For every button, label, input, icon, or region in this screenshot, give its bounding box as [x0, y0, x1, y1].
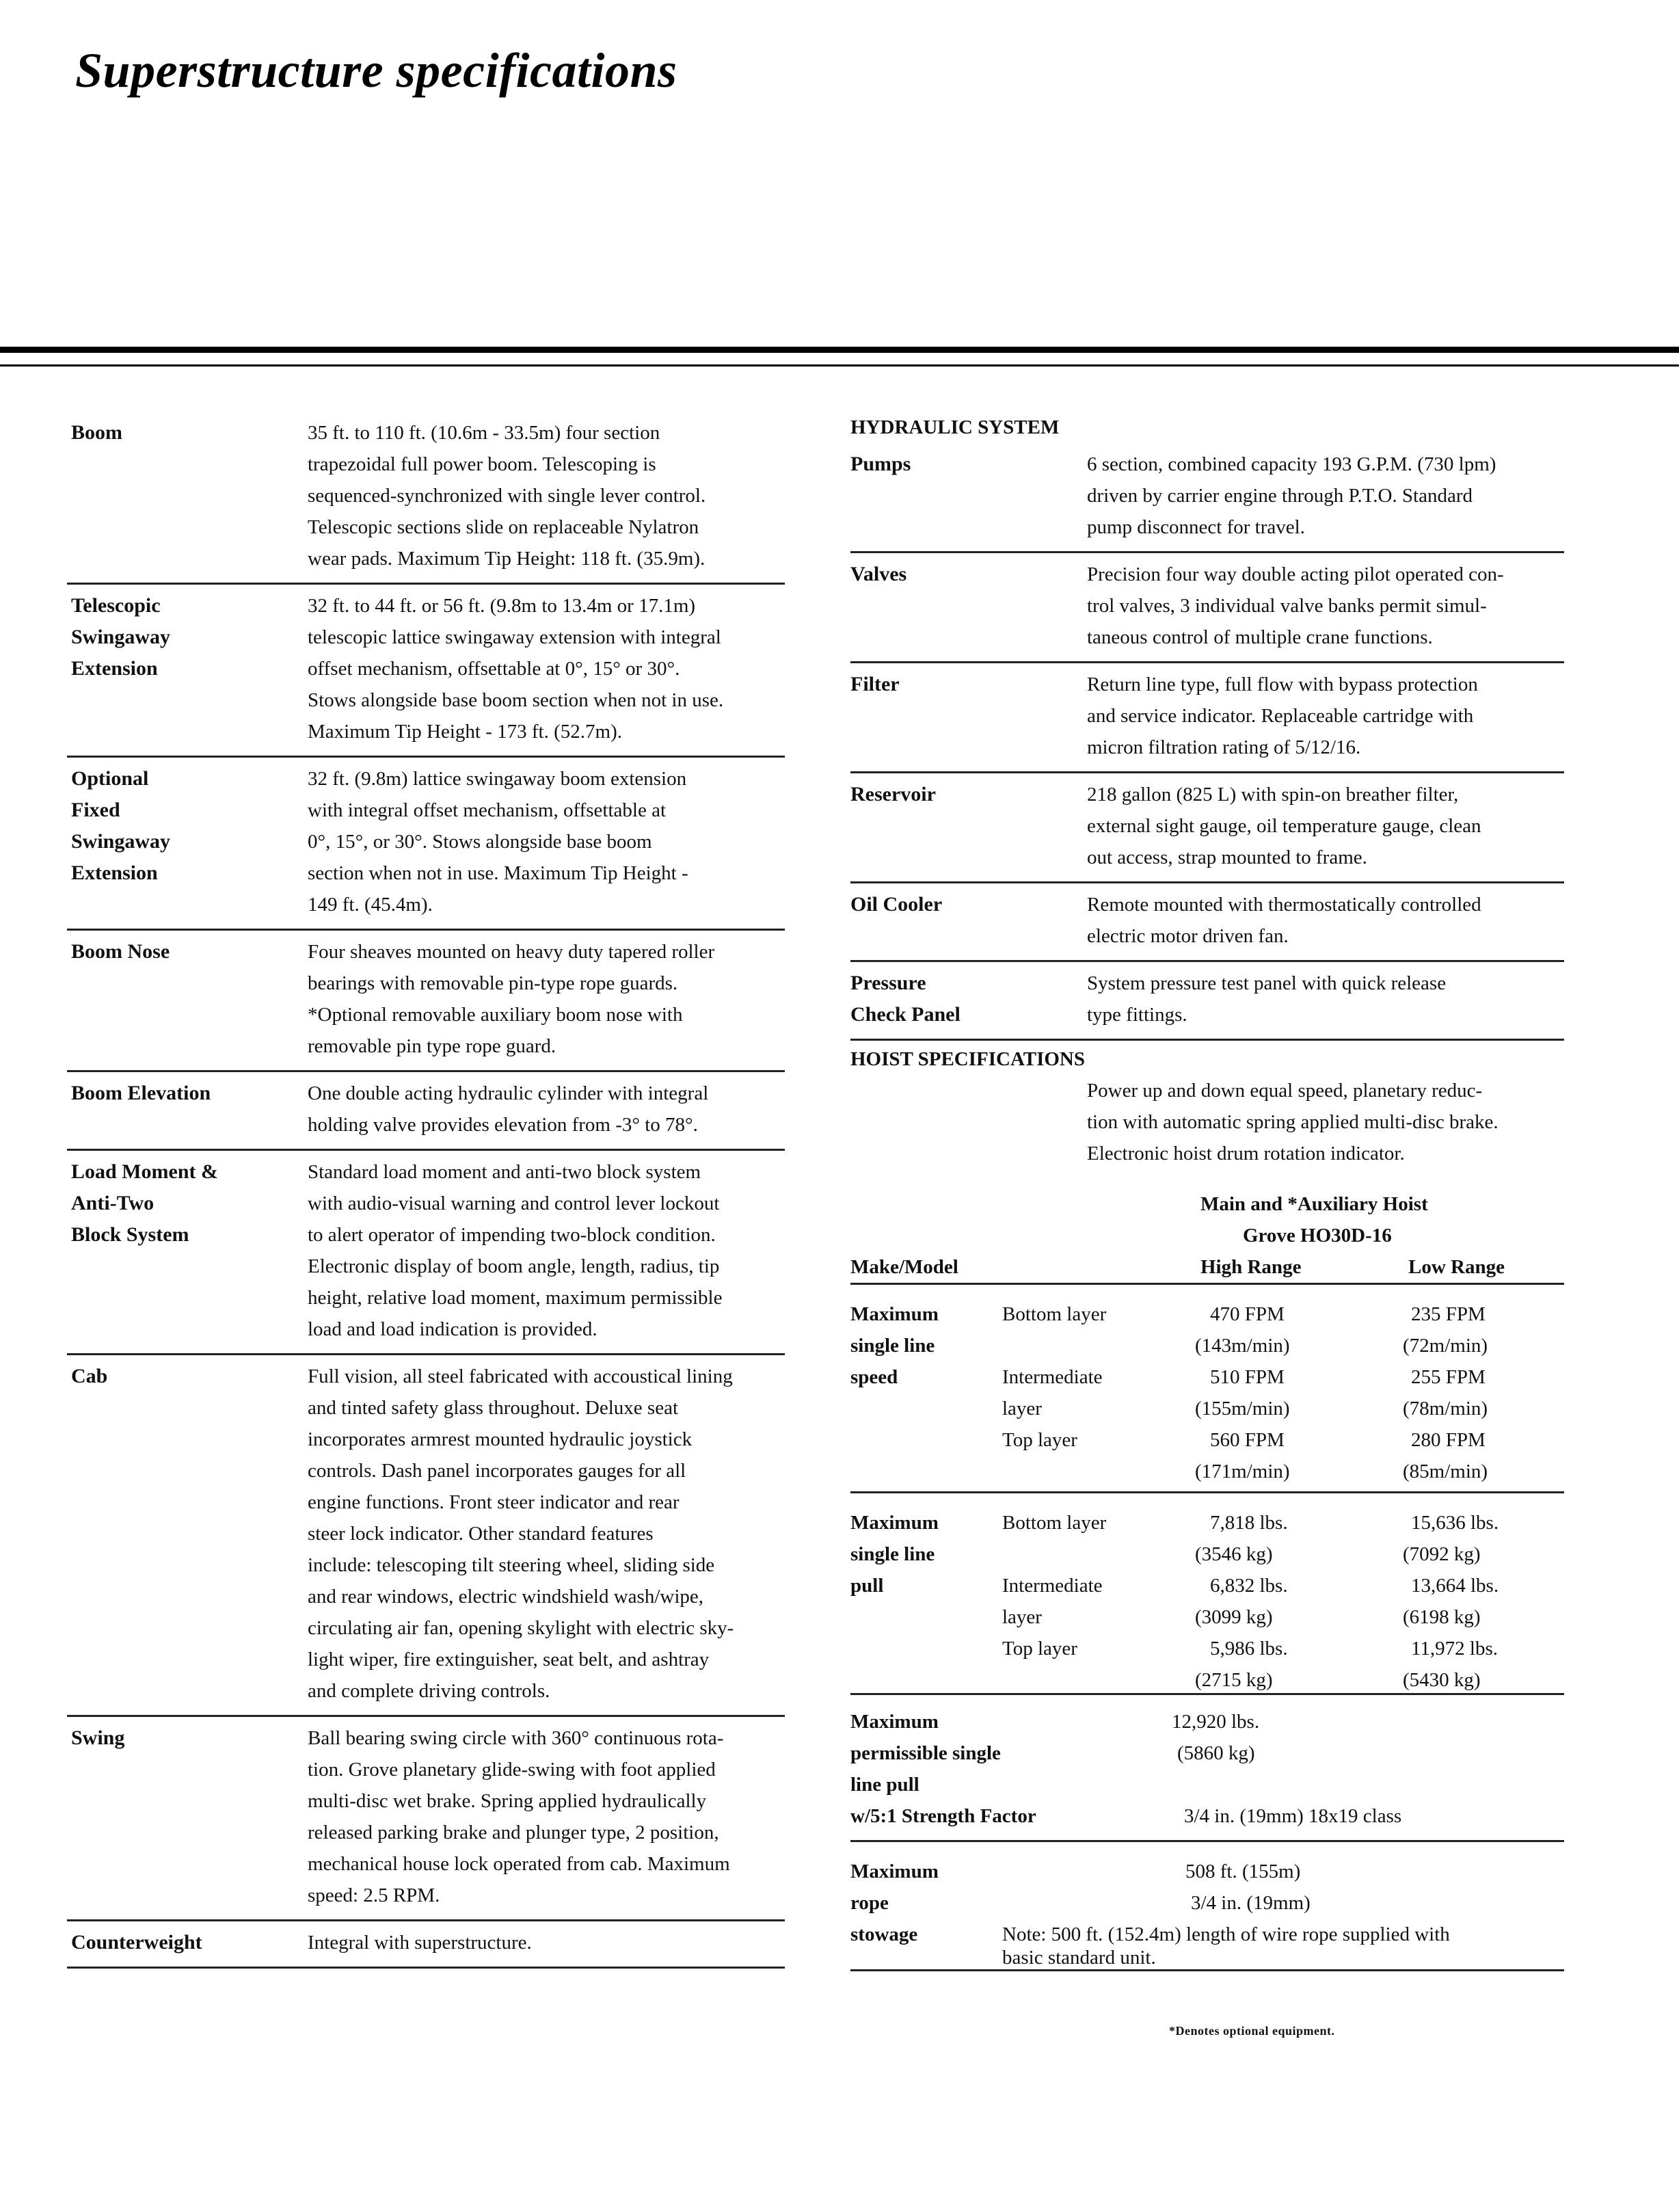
stowage-rope-diameter: 3/4 in. (19mm) [1191, 1892, 1311, 1914]
hydraulic-spec-label-line: Filter [850, 673, 900, 695]
line-pull-layer-label: Top layer [1002, 1638, 1077, 1660]
hydraulic-spec-description-line: pump disconnect for travel. [1087, 516, 1305, 538]
line-pull-high-range-value: (3546 kg) [1195, 1543, 1273, 1565]
hydraulic-spec-description-line: trol valves, 3 individual valve banks permit simul- [1087, 595, 1487, 617]
hydraulic-spec-label [850, 779, 1087, 873]
spec-label-line: Counterweight [71, 1931, 202, 1954]
line-speed-label: single line [850, 1335, 935, 1357]
spec-label [67, 1078, 308, 1141]
line-speed-high-range-value: 470 FPM [1210, 1303, 1285, 1325]
spec-label-line: Load Moment & [71, 1160, 218, 1183]
spec-label-line: Block System [71, 1223, 189, 1246]
permissible-label-2: permissible single [850, 1742, 1001, 1764]
hydraulic-spec-label-line: Valves [850, 563, 907, 585]
hydraulic-spec-label-line: Check Panel [850, 1003, 961, 1026]
hydraulic-spec-row [850, 773, 1564, 883]
line-speed-label: Maximum [850, 1303, 939, 1325]
max-line-pull-section [850, 1493, 1564, 1695]
spec-label [67, 763, 308, 920]
spec-description-line: to alert operator of impending two-block condition. [308, 1224, 716, 1246]
spec-row [67, 1072, 785, 1151]
hydraulic-spec-description-line: type fittings. [1087, 1004, 1187, 1026]
hydraulic-system-header: HYDRAULIC SYSTEM [850, 416, 1060, 438]
hydraulic-spec-description-line: Remote mounted with thermostatically controlled [1087, 894, 1481, 916]
hydraulic-spec-description [1087, 669, 1564, 763]
spec-label-line: Extension [71, 657, 158, 680]
stowage-label-3: stowage [850, 1923, 918, 1945]
hydraulic-spec-label-line: Reservoir [850, 783, 936, 805]
line-pull-low-range-value: (7092 kg) [1403, 1543, 1481, 1565]
line-speed-high-range-value: 560 FPM [1210, 1429, 1285, 1451]
spec-description-line: Maximum Tip Height - 173 ft. (52.7m). [308, 721, 622, 743]
header-rule-thin [0, 364, 1679, 367]
hydraulic-spec-label [850, 889, 1087, 952]
hydraulic-spec-description-line: 218 gallon (825 L) with spin-on breather filter, [1087, 784, 1459, 805]
line-pull-label: pull [850, 1575, 884, 1597]
spec-label-line: Optional [71, 767, 149, 790]
rope-spec: 3/4 in. (19mm) 18x19 class [1184, 1805, 1402, 1827]
permissible-label-4: w/5:1 Strength Factor [850, 1805, 1036, 1827]
spec-description-line: 149 ft. (45.4m). [308, 894, 433, 916]
line-speed-low-range-value: 235 FPM [1411, 1303, 1486, 1325]
spec-description-line: 32 ft. to 44 ft. or 56 ft. (9.8m to 13.4m or 17.1m) [308, 595, 696, 617]
permissible-pull-section [850, 1695, 1564, 1842]
spec-label-line: Cab [71, 1365, 108, 1387]
stowage-note-line2: basic standard unit. [1002, 1947, 1156, 1969]
spec-description-line: steer lock indicator. Other standard features [308, 1523, 654, 1545]
spec-description-line: incorporates armrest mounted hydraulic joystick [308, 1428, 693, 1450]
spec-description-line: height, relative load moment, maximum permissible [308, 1287, 723, 1309]
hydraulic-spec-description [1087, 449, 1564, 543]
hoist-table [850, 1188, 1564, 1971]
spec-label [67, 936, 308, 1062]
spec-description-line: wear pads. Maximum Tip Height: 118 ft. (35.9m). [308, 548, 706, 570]
hydraulic-spec-description-line: Precision four way double acting pilot operated con- [1087, 563, 1504, 585]
spec-label-line: Extension [71, 862, 158, 884]
line-speed-layer-label: Intermediate [1002, 1366, 1103, 1388]
spec-description-line: 32 ft. (9.8m) lattice swingaway boom extension [308, 768, 687, 790]
spec-description-line: circulating air fan, opening skylight with electric sky- [308, 1617, 734, 1639]
spec-description [308, 1078, 785, 1141]
spec-description [308, 1156, 785, 1345]
spec-description [308, 763, 785, 920]
spec-description-line: bearings with removable pin-type rope guards. [308, 972, 678, 994]
spec-description-line: Integral with superstructure. [308, 1932, 532, 1954]
right-spec-column [850, 412, 1564, 1971]
hoist-description [850, 1075, 1564, 1169]
spec-label [67, 1927, 308, 1958]
stowage-label-2: rope [850, 1892, 889, 1914]
spec-description-line: speed: 2.5 RPM. [308, 1884, 440, 1906]
line-pull-layer-label: layer [1002, 1606, 1042, 1628]
spec-description [308, 1722, 785, 1911]
rope-stowage-section [850, 1842, 1564, 1971]
spec-description-line: controls. Dash panel incorporates gauges for all [308, 1460, 686, 1482]
spec-description-line: and rear windows, electric windshield wash/wipe, [308, 1586, 704, 1608]
line-speed-low-range-value: 280 FPM [1411, 1429, 1486, 1451]
hoist-description-line: tion with automatic spring applied multi-disc brake. [1087, 1111, 1499, 1133]
spec-label-line: Fixed [71, 799, 120, 821]
spec-description-line: and tinted safety glass throughout. Deluxe seat [308, 1397, 679, 1419]
footnote: *Denotes optional equipment. [1169, 2024, 1335, 2038]
hoist-description-line: Power up and down equal speed, planetary reduc- [1087, 1080, 1483, 1102]
hydraulic-spec-description-line: System pressure test panel with quick release [1087, 972, 1447, 994]
permissible-pull-lbs: 12,920 lbs. [1172, 1711, 1260, 1733]
hydraulic-spec-label-line: Oil Cooler [850, 893, 943, 916]
hydraulic-spec-list [850, 443, 1564, 1041]
hydraulic-spec-label [850, 669, 1087, 763]
spec-description [308, 417, 785, 574]
spec-label-line: Boom Elevation [71, 1082, 211, 1104]
spec-label [67, 417, 308, 574]
stowage-note-line1: Note: 500 ft. (152.4m) length of wire rope supplied with [1002, 1923, 1450, 1945]
spec-description-line: Stows alongside base boom section when not in use. [308, 689, 724, 711]
hydraulic-spec-description-line: Return line type, full flow with bypass protection [1087, 674, 1478, 695]
spec-description-line: telescopic lattice swingaway extension with integral [308, 626, 721, 648]
spec-description-line: Ball bearing swing circle with 360° continuous rota- [308, 1727, 724, 1749]
spec-description-line: 35 ft. to 110 ft. (10.6m - 33.5m) four section [308, 422, 660, 444]
spec-description-line: sequenced-synchronized with single lever control. [308, 485, 706, 507]
hydraulic-spec-description-line: driven by carrier engine through P.T.O. Standard [1087, 485, 1473, 507]
hoist-section [850, 1041, 1564, 1971]
line-pull-low-range-value: (6198 kg) [1403, 1606, 1481, 1628]
spec-description-line: include: telescoping tilt steering wheel, sliding side [308, 1554, 715, 1576]
spec-description-line: multi-disc wet brake. Spring applied hydraulically [308, 1790, 707, 1812]
hydraulic-spec-row [850, 962, 1564, 1041]
line-pull-low-range-value: 13,664 lbs. [1411, 1575, 1499, 1597]
spec-description-line: Standard load moment and anti-two block system [308, 1161, 701, 1183]
line-pull-low-range-value: (5430 kg) [1403, 1669, 1481, 1691]
permissible-label-3: line pull [850, 1774, 919, 1796]
make-model-header: Make/Model [850, 1256, 958, 1278]
line-pull-layer-label: Bottom layer [1002, 1512, 1107, 1534]
hydraulic-spec-label [850, 449, 1087, 543]
spec-label-line: Swing [71, 1727, 125, 1749]
hydraulic-spec-description-line: 6 section, combined capacity 193 G.P.M. (730 lpm) [1087, 453, 1496, 475]
spec-label-line: Boom [71, 421, 122, 444]
line-pull-layer-label: Intermediate [1002, 1575, 1103, 1597]
spec-label-line: Anti-Two [71, 1192, 155, 1214]
hydraulic-spec-label [850, 968, 1087, 1030]
spec-row [67, 412, 785, 585]
spec-description-line: trapezoidal full power boom. Telescoping is [308, 453, 656, 475]
spec-description [308, 1361, 785, 1707]
spec-description-line: mechanical house lock operated from cab. Maximum [308, 1853, 730, 1875]
hydraulic-spec-description-line: and service indicator. Replaceable cartridge with [1087, 705, 1474, 727]
hoist-specifications-header: HOIST SPECIFICATIONS [850, 1048, 1086, 1070]
spec-label-line: Swingaway [71, 830, 171, 853]
line-speed-high-range-value: 510 FPM [1210, 1366, 1285, 1388]
line-pull-label: Maximum [850, 1512, 939, 1534]
spec-description-line: section when not in use. Maximum Tip Height - [308, 862, 688, 884]
line-speed-low-range-value: (85m/min) [1403, 1461, 1488, 1482]
hydraulic-spec-description [1087, 559, 1564, 653]
permissible-pull-kg: (5860 kg) [1177, 1742, 1255, 1764]
spec-label [67, 590, 308, 747]
permissible-label-1: Maximum [850, 1711, 939, 1733]
hydraulic-spec-description-line: out access, strap mounted to frame. [1087, 847, 1367, 868]
spec-description-line: One double acting hydraulic cylinder with integral [308, 1082, 709, 1104]
line-speed-low-range-value: (78m/min) [1403, 1398, 1488, 1420]
line-pull-high-range-value: 7,818 lbs. [1210, 1512, 1288, 1534]
line-pull-label: single line [850, 1543, 935, 1565]
spec-description-line: removable pin type rope guard. [308, 1035, 556, 1057]
left-spec-column [67, 412, 785, 1969]
spec-description-line: and complete driving controls. [308, 1680, 550, 1702]
hoist-table-header [850, 1188, 1564, 1285]
spec-description [308, 936, 785, 1062]
line-pull-high-range-value: 6,832 lbs. [1210, 1575, 1288, 1597]
spec-description [308, 590, 785, 747]
line-speed-low-range-value: 255 FPM [1411, 1366, 1486, 1388]
line-speed-layer-label: layer [1002, 1398, 1042, 1420]
stowage-length: 508 ft. (155m) [1185, 1861, 1301, 1882]
spec-description-line: Telescopic sections slide on replaceable Nylatron [308, 516, 699, 538]
stowage-label-1: Maximum [850, 1861, 939, 1882]
line-speed-label: speed [850, 1366, 898, 1388]
spec-description [308, 1927, 785, 1958]
line-speed-high-range-value: (143m/min) [1195, 1335, 1290, 1357]
line-pull-high-range-value: (3099 kg) [1195, 1606, 1273, 1628]
line-pull-low-range-value: 11,972 lbs. [1411, 1638, 1499, 1660]
spec-description-line: with integral offset mechanism, offsettable at [308, 799, 666, 821]
spec-description-line: light wiper, fire extinguisher, seat belt, and ashtray [308, 1649, 710, 1670]
spec-description-line: load and load indication is provided. [308, 1318, 597, 1340]
spec-row [67, 1355, 785, 1717]
spec-label-line: Telescopic [71, 594, 161, 617]
spec-description-line: offset mechanism, offsettable at 0°, 15° or 30°. [308, 658, 680, 680]
hydraulic-spec-description-line: micron filtration rating of 5/12/16. [1087, 736, 1361, 758]
hydraulic-spec-label-line: Pressure [850, 972, 926, 994]
spec-row [67, 1717, 785, 1921]
spec-row [67, 1151, 785, 1355]
line-speed-layer-label: Top layer [1002, 1429, 1077, 1451]
line-speed-layer-label: Bottom layer [1002, 1303, 1107, 1325]
max-line-speed-section [850, 1285, 1564, 1493]
spec-label [67, 1156, 308, 1345]
spec-description-line: Electronic display of boom angle, length, radius, tip [308, 1255, 720, 1277]
line-speed-high-range-value: (171m/min) [1195, 1461, 1290, 1482]
spec-row [67, 585, 785, 758]
hoist-title-line1: Main and *Auxiliary Hoist [1200, 1193, 1428, 1215]
hoist-description-line: Electronic hoist drum rotation indicator. [1087, 1143, 1405, 1164]
spec-description-line: released parking brake and plunger type, 2 position, [308, 1822, 719, 1843]
spec-description-line: Full vision, all steel fabricated with accoustical lining [308, 1365, 733, 1387]
spec-row [67, 758, 785, 931]
spec-row [67, 1921, 785, 1969]
spec-description-line: with audio-visual warning and control lever lockout [308, 1192, 720, 1214]
line-pull-low-range-value: 15,636 lbs. [1411, 1512, 1499, 1534]
hydraulic-spec-description [1087, 968, 1564, 1030]
hydraulic-spec-label-line: Pumps [850, 453, 911, 475]
spec-description-line: *Optional removable auxiliary boom nose with [308, 1004, 683, 1026]
spec-description-line: engine functions. Front steer indicator and rear [308, 1491, 680, 1513]
page-title: Superstructure specifications [75, 43, 677, 98]
spec-description-line: tion. Grove planetary glide-swing with foot applied [308, 1759, 716, 1781]
spec-description-line: holding valve provides elevation from -3° to 78°. [308, 1114, 698, 1136]
spec-label-line: Swingaway [71, 626, 171, 648]
hydraulic-spec-label [850, 559, 1087, 653]
hoist-title-line2: Grove HO30D-16 [1243, 1225, 1392, 1247]
spec-label-line: Boom Nose [71, 940, 170, 963]
hydraulic-spec-row [850, 553, 1564, 663]
line-speed-low-range-value: (72m/min) [1403, 1335, 1488, 1357]
hydraulic-spec-description-line: electric motor driven fan. [1087, 925, 1289, 947]
header-rule-thick [0, 347, 1679, 353]
hydraulic-spec-description [1087, 889, 1564, 952]
spec-label [67, 1361, 308, 1707]
high-range-header: High Range [1200, 1256, 1302, 1278]
hydraulic-spec-row [850, 883, 1564, 962]
hydraulic-spec-description-line: taneous control of multiple crane functions. [1087, 626, 1433, 648]
line-pull-high-range-value: (2715 kg) [1195, 1669, 1273, 1691]
hydraulic-spec-description [1087, 779, 1564, 873]
hydraulic-spec-row [850, 443, 1564, 553]
low-range-header: Low Range [1408, 1256, 1505, 1278]
spec-row [67, 931, 785, 1072]
spec-description-line: 0°, 15°, or 30°. Stows alongside base boom [308, 831, 652, 853]
hydraulic-spec-row [850, 663, 1564, 773]
spec-label [67, 1722, 308, 1911]
line-pull-high-range-value: 5,986 lbs. [1210, 1638, 1288, 1660]
hydraulic-spec-description-line: external sight gauge, oil temperature gauge, clean [1087, 815, 1481, 837]
spec-description-line: Four sheaves mounted on heavy duty tapered roller [308, 941, 715, 963]
line-speed-high-range-value: (155m/min) [1195, 1398, 1290, 1420]
